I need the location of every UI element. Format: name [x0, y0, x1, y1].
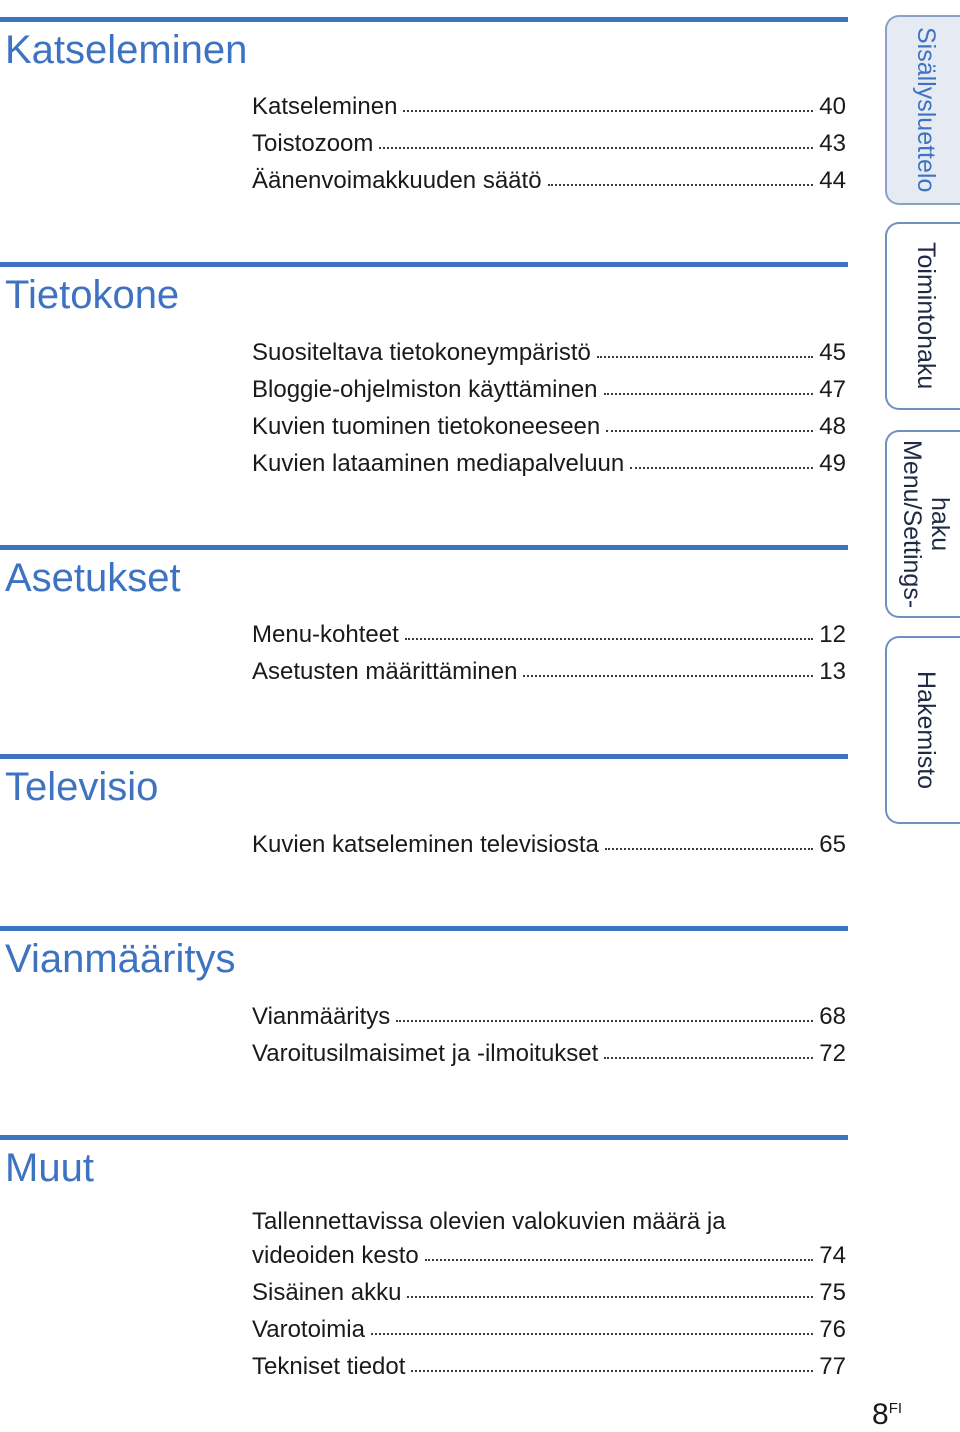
toc-entry-page: 49 — [819, 450, 846, 477]
toc-entry-page: 40 — [819, 93, 846, 120]
tab-toimintohaku[interactable] — [885, 222, 960, 410]
section-rule — [0, 754, 848, 759]
toc-entry[interactable] — [252, 1348, 846, 1382]
toc-entry-label: Kuvien katseleminen televisiosta — [252, 831, 599, 858]
dot-leader — [597, 356, 813, 358]
tab-label-line1: Menu/Settings- — [898, 439, 926, 609]
toc-entry-label: Katseleminen — [252, 93, 398, 120]
dot-leader — [523, 675, 813, 677]
section-heading-tietokone: Tietokone — [5, 273, 180, 317]
dot-leader — [403, 110, 813, 112]
toc-entry[interactable] — [252, 408, 846, 442]
toc-entry[interactable] — [252, 334, 846, 368]
tab-label: Hakemisto — [912, 670, 940, 790]
toc-entry[interactable] — [252, 653, 846, 687]
tab-menu-settings-haku[interactable] — [885, 430, 960, 618]
section-rule — [0, 926, 848, 931]
tab-hakemisto[interactable] — [885, 636, 960, 824]
toc-entry-label: Asetusten määrittäminen — [252, 658, 518, 685]
toc-entry-label-line1[interactable]: Tallennettavissa olevien valokuvien määrä ja — [252, 1208, 726, 1235]
toc-entry-page: 77 — [819, 1353, 846, 1380]
toc-entry-label: videoiden kesto — [252, 1242, 419, 1269]
dot-leader — [604, 1057, 813, 1059]
toc-entry-label: Menu-kohteet — [252, 621, 399, 648]
section-heading-muut: Muut — [5, 1146, 94, 1190]
dot-leader — [396, 1020, 813, 1022]
section-rule — [0, 545, 848, 550]
toc-entry-page: 68 — [819, 1003, 846, 1030]
toc-entry[interactable] — [252, 125, 846, 159]
toc-entry-label: Varotoimia — [252, 1316, 365, 1343]
toc-entry[interactable] — [252, 445, 846, 479]
toc-entry-page: 43 — [819, 130, 846, 157]
toc-entry-page: 72 — [819, 1040, 846, 1067]
dot-leader — [606, 430, 813, 432]
dot-leader — [407, 1296, 813, 1298]
toc-entry[interactable] — [252, 826, 846, 860]
dot-leader — [548, 184, 814, 186]
toc-entry[interactable] — [252, 1311, 846, 1345]
section-heading-vianmaaritys: Vianmääritys — [5, 937, 236, 981]
page-number — [872, 1398, 902, 1432]
toc-entry[interactable] — [252, 162, 846, 196]
toc-entry[interactable] — [252, 616, 846, 650]
toc-entry-label: Kuvien lataaminen mediapalveluun — [252, 450, 625, 477]
tab-label-line2: haku — [926, 496, 954, 552]
section-heading-katseleminen: Katseleminen — [5, 28, 248, 72]
dot-leader — [411, 1370, 813, 1372]
toc-entry[interactable] — [252, 998, 846, 1032]
tab-sisallysluettelo[interactable] — [885, 15, 960, 205]
toc-entry[interactable] — [252, 1237, 846, 1271]
dot-leader — [425, 1259, 814, 1261]
dot-leader — [405, 638, 814, 640]
toc-entry-page: 13 — [819, 658, 846, 685]
toc-entry[interactable] — [252, 371, 846, 405]
tab-label: Toimintohaku — [912, 242, 940, 390]
toc-entry-label: Kuvien tuominen tietokoneeseen — [252, 413, 601, 440]
toc-entry-page: 76 — [819, 1316, 846, 1343]
toc-entry-page: 48 — [819, 413, 846, 440]
toc-entry[interactable] — [252, 88, 846, 122]
toc-entry[interactable] — [252, 1035, 846, 1069]
toc-entry-label: Toistozoom — [252, 130, 374, 157]
section-rule — [0, 17, 848, 22]
toc-entry-label: Bloggie-ohjelmiston käyttäminen — [252, 376, 598, 403]
toc-entry-page: 44 — [819, 167, 846, 194]
toc-entry-page: 75 — [819, 1279, 846, 1306]
language-code: FI — [888, 1400, 903, 1417]
dot-leader — [379, 147, 813, 149]
dot-leader — [371, 1333, 813, 1335]
page-number-value: 8 — [872, 1398, 889, 1431]
section-heading-televisio: Televisio — [5, 765, 159, 809]
toc-entry-label: Varoitusilmaisimet ja -ilmoitukset — [252, 1040, 599, 1067]
dot-leader — [630, 467, 813, 469]
toc-entry-page: 45 — [819, 339, 846, 366]
toc-entry-label: Sisäinen akku — [252, 1279, 402, 1306]
tab-label: Sisällysluettelo — [912, 27, 940, 193]
dot-leader — [604, 393, 814, 395]
toc-entry-page: 74 — [819, 1242, 846, 1269]
dot-leader — [605, 848, 813, 850]
toc-entry[interactable] — [252, 1274, 846, 1308]
section-heading-asetukset: Asetukset — [5, 556, 181, 600]
section-rule — [0, 1135, 848, 1140]
toc-entry-label: Vianmääritys — [252, 1003, 391, 1030]
section-rule — [0, 262, 848, 267]
toc-entry-label: Tekniset tiedot — [252, 1353, 406, 1380]
toc-entry-page: 47 — [819, 376, 846, 403]
toc-entry-page: 65 — [819, 831, 846, 858]
toc-entry-page: 12 — [819, 621, 846, 648]
toc-entry-label: Äänenvoimakkuuden säätö — [252, 167, 542, 194]
toc-entry-label: Suositeltava tietokoneympäristö — [252, 339, 591, 366]
